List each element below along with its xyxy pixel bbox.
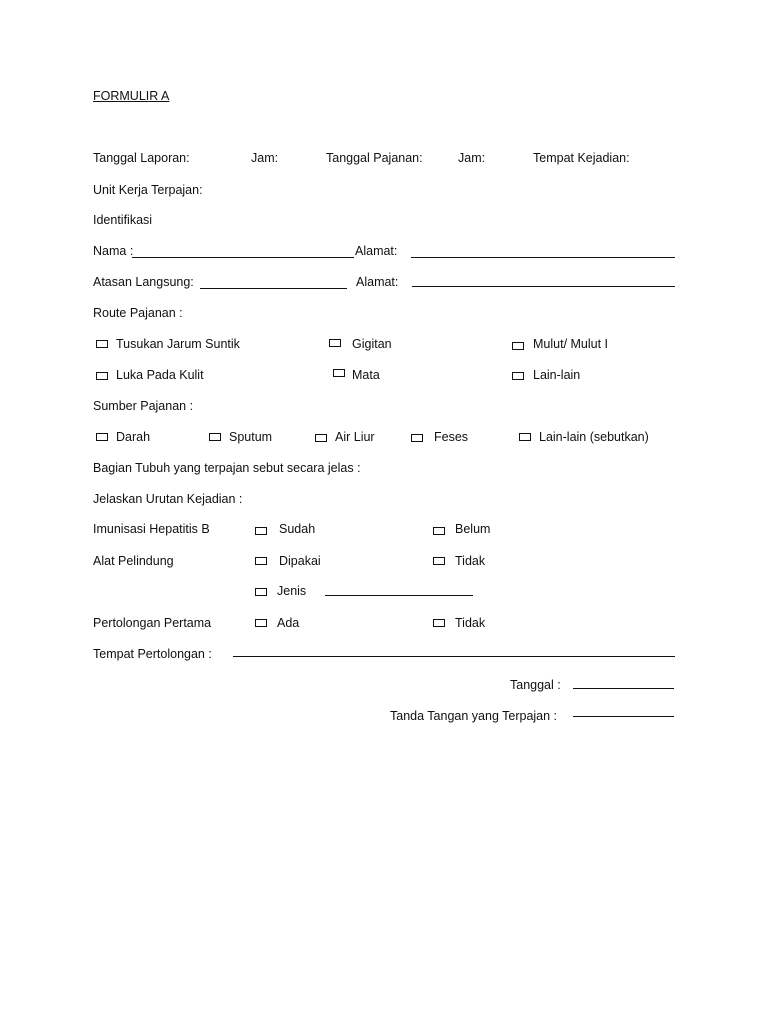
option-lain-lain-route: Lain-lain xyxy=(533,368,581,382)
checkbox-luka-kulit[interactable] xyxy=(96,372,108,380)
option-mulut: Mulut/ Mulut I xyxy=(533,337,609,351)
option-sudah: Sudah xyxy=(279,522,316,536)
option-lain-lain-sumber: Lain-lain (sebutkan) xyxy=(539,430,649,444)
checkbox-feses[interactable] xyxy=(411,434,423,442)
tanggal-field[interactable] xyxy=(573,688,674,689)
option-feses: Feses xyxy=(434,430,469,444)
checkbox-belum[interactable] xyxy=(433,527,445,535)
checkbox-mata[interactable] xyxy=(333,369,345,377)
tempat-pertolongan-label: Tempat Pertolongan : xyxy=(93,647,212,661)
urutan-kejadian-label: Jelaskan Urutan Kejadian : xyxy=(93,492,243,506)
route-pajanan-label: Route Pajanan : xyxy=(93,306,183,320)
checkbox-darah[interactable] xyxy=(96,433,108,441)
jam-label-1: Jam: xyxy=(251,151,279,165)
tanggal-label: Tanggal : xyxy=(510,678,561,692)
form-title: FORMULIR A xyxy=(93,89,170,103)
checkbox-tidak-alat[interactable] xyxy=(433,557,445,565)
checkbox-sudah[interactable] xyxy=(255,527,267,535)
tempat-kejadian-label: Tempat Kejadian: xyxy=(533,151,630,165)
option-gigitan: Gigitan xyxy=(352,337,392,351)
option-sputum: Sputum xyxy=(229,430,273,444)
checkbox-sputum[interactable] xyxy=(209,433,221,441)
option-darah: Darah xyxy=(116,430,151,444)
checkbox-lain-lain-route[interactable] xyxy=(512,372,524,380)
atasan-langsung-field[interactable] xyxy=(200,288,347,289)
checkbox-lain-lain-sumber[interactable] xyxy=(519,433,531,441)
option-belum: Belum xyxy=(455,522,491,536)
tanggal-laporan-label: Tanggal Laporan: xyxy=(93,151,190,165)
alat-pelindung-label: Alat Pelindung xyxy=(93,554,174,568)
option-luka-kulit: Luka Pada Kulit xyxy=(116,368,204,382)
jenis-field[interactable] xyxy=(325,595,473,596)
pertolongan-pertama-label: Pertolongan Pertama xyxy=(93,616,212,630)
option-ada: Ada xyxy=(277,616,300,630)
alamat-field-1[interactable] xyxy=(411,257,675,258)
unit-kerja-label: Unit Kerja Terpajan: xyxy=(93,183,203,197)
option-tidak-alat: Tidak xyxy=(455,554,486,568)
nama-label: Nama : xyxy=(93,244,134,258)
checkbox-gigitan[interactable] xyxy=(329,339,341,347)
option-air-liur: Air Liur xyxy=(335,430,375,444)
option-mata: Mata xyxy=(352,368,380,382)
checkbox-ada[interactable] xyxy=(255,619,267,627)
checkbox-jenis[interactable] xyxy=(255,588,267,596)
option-tidak-pertolongan: Tidak xyxy=(455,616,486,630)
atasan-langsung-label: Atasan Langsung: xyxy=(93,275,194,289)
nama-field[interactable] xyxy=(132,257,354,258)
imunisasi-label: Imunisasi Hepatitis B xyxy=(93,522,210,536)
sumber-pajanan-label: Sumber Pajanan : xyxy=(93,399,194,413)
jenis-label: Jenis xyxy=(277,584,307,598)
checkbox-tidak-pertolongan[interactable] xyxy=(433,619,445,627)
checkbox-mulut[interactable] xyxy=(512,342,524,350)
alamat-label-2: Alamat: xyxy=(356,275,399,289)
bagian-tubuh-label: Bagian Tubuh yang terpajan sebut secara jelas : xyxy=(93,461,361,475)
option-tusukan-jarum: Tusukan Jarum Suntik xyxy=(116,337,240,351)
jam-label-2: Jam: xyxy=(458,151,486,165)
identifikasi-label: Identifikasi xyxy=(93,213,153,227)
checkbox-dipakai[interactable] xyxy=(255,557,267,565)
checkbox-air-liur[interactable] xyxy=(315,434,327,442)
tempat-pertolongan-field[interactable] xyxy=(233,656,675,657)
tanda-tangan-field[interactable] xyxy=(573,716,674,717)
tanda-tangan-label: Tanda Tangan yang Terpajan : xyxy=(390,709,558,723)
alamat-field-2[interactable] xyxy=(412,286,675,287)
checkbox-tusukan[interactable] xyxy=(96,340,108,348)
tanggal-pajanan-label: Tanggal Pajanan: xyxy=(326,151,423,165)
alamat-label-1: Alamat: xyxy=(355,244,398,258)
option-dipakai: Dipakai xyxy=(279,554,321,568)
